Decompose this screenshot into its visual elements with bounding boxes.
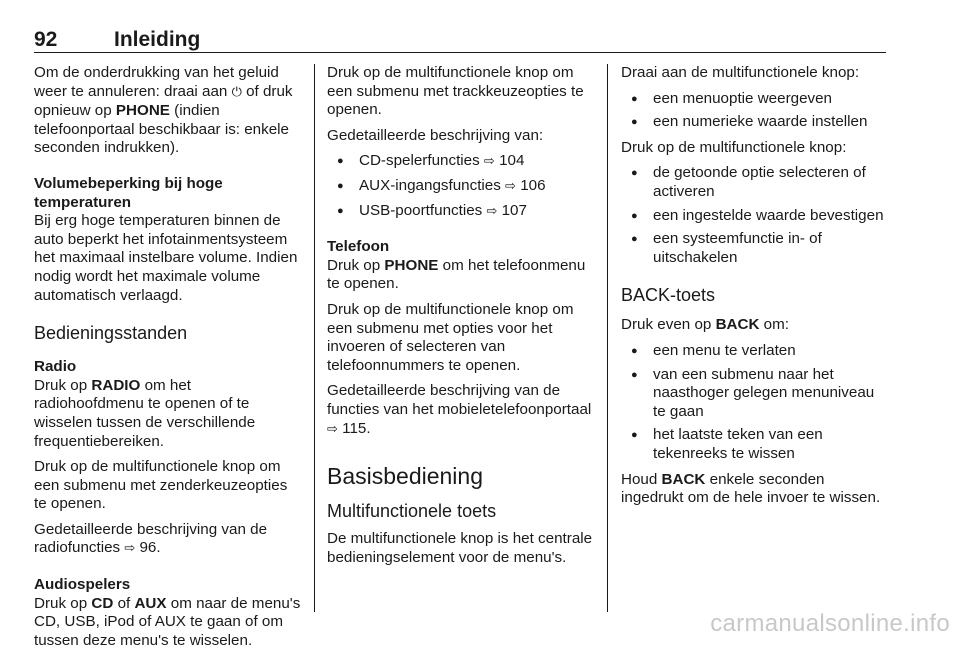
paragraph-mute-cancel: Om de onderdrukking van het geluid weer te annuleren: draai aan ⏻ of druk opnieuw op PHONE (indien telefoonportaal beschikbaar is: enkele seconden indrukken).: [34, 64, 293, 157]
column-divider-1: [314, 64, 315, 612]
list-item: ● een menu te verlaten: [621, 342, 889, 361]
press-list: [621, 164, 889, 267]
page-ref-link[interactable]: 106: [520, 176, 546, 194]
page-ref-arrow-icon: ⇨: [483, 154, 495, 170]
cd-key: CD: [91, 594, 114, 612]
heading-basic-operation: Basisbediening: [327, 463, 484, 490]
chapter-title: Inleiding: [114, 28, 201, 51]
page-ref-arrow-icon: ⇨: [486, 203, 498, 219]
list-item: ● een systeemfunctie in- of uitschakelen: [621, 230, 889, 267]
list-item: ● USB-poortfuncties ⇨ 107: [327, 202, 595, 222]
paragraph-turn-knob: Draai aan de multifunctionele knop:: [621, 64, 860, 81]
list-item: ● een numerieke waarde instellen: [621, 113, 889, 132]
list-item: ● een ingestelde waarde bevestigen: [621, 207, 889, 226]
paragraph-back-short: Druk even op BACK om:: [621, 316, 789, 334]
paragraph-detail-intro: Gedetailleerde beschrijving van:: [327, 126, 544, 144]
list-item: ● van een submenu naar het naasthoger gelegen menuniveau te gaan: [621, 366, 889, 422]
list-item: ● het laatste teken van een tekenreeks te wissen: [621, 426, 889, 463]
list-item: ● AUX-ingangsfuncties ⇨ 106: [327, 177, 595, 197]
paragraph-volume-limit: Bij erg hoge temperaturen binnen de auto beperkt het infotainmentsysteem het maximaal instelbare volume. Indien nodig wordt het maximale volume automatisch verlaagd.: [34, 212, 298, 304]
paragraph-phone-3: Gedetailleerde beschrijving van de functies van het mobieletelefoonportaal ⇨ 115.: [327, 382, 592, 437]
back-key: BACK: [661, 470, 706, 488]
heading-radio: Radio: [34, 358, 77, 376]
heading-volume-limit: Volumebeperking bij hoge temperaturen: [34, 174, 223, 211]
list-item: ● CD-spelerfuncties ⇨ 104: [327, 152, 595, 172]
paragraph-radio-2: Druk op de multifunctionele knop om een submenu met zenderkeuzeopties te openen.: [34, 458, 288, 513]
column-divider-2: [607, 64, 608, 612]
page-ref-link[interactable]: 96.: [139, 539, 161, 557]
phone-key: PHONE: [384, 256, 439, 274]
back-key: BACK: [715, 316, 760, 334]
paragraph-press-knob: Druk op de multifunctionele knop:: [621, 138, 847, 156]
page-ref-link[interactable]: 104: [499, 152, 525, 170]
page-ref-arrow-icon: ⇨: [505, 178, 516, 194]
paragraph-phone-1: Druk op PHONE om het telefoonmenu te openen.: [327, 256, 586, 293]
page-ref-link[interactable]: 107: [501, 201, 527, 219]
page-ref-arrow-icon: ⇨: [124, 541, 136, 557]
paragraph-radio-3: Gedetailleerde beschrijving van de radiofuncties ⇨ 96.: [34, 520, 268, 557]
heading-phone: Telefoon: [327, 238, 390, 256]
paragraph-audio: Druk op CD of AUX om naar de menu's CD, USB, iPod of AUX te gaan of om tussen deze menu's te wisselen.: [34, 594, 301, 649]
paragraph-back-long: Houd BACK enkele seconden ingedrukt om de hele invoer te wissen.: [621, 470, 881, 507]
list-item: ● de getoonde optie selecteren of activeren: [621, 164, 889, 201]
paragraph-track-select: Druk op de multifunctionele knop om een submenu met trackkeuzeopties te openen.: [327, 64, 584, 119]
column-1: [34, 64, 302, 657]
column-3: [621, 64, 889, 515]
paragraph-multifunction: De multifunctionele knop is het centrale bedieningselement voor de menu's.: [327, 530, 593, 566]
function-list: [327, 152, 595, 221]
page-ref-link[interactable]: 115.: [342, 419, 371, 437]
power-knob-icon: ⏻: [231, 84, 242, 100]
paragraph-radio-1: Druk op RADIO om het radiohoofdmenu te openen of te wisselen tussen de verschillende frequentiebereiken.: [34, 376, 256, 450]
paragraph-phone-2: Druk op de multifunctionele knop om een submenu met opties voor het invoeren of selecteren van telefoonnummers te openen.: [327, 300, 574, 374]
page-ref-arrow-icon: ⇨: [327, 421, 338, 437]
page-number: 92: [34, 28, 58, 51]
back-list: [621, 342, 889, 464]
heading-multifunction-knob: Multifunctionele toets: [327, 501, 497, 522]
turn-list: [621, 90, 889, 132]
column-2: [327, 64, 595, 574]
heading-back-key: BACK-toets: [621, 285, 716, 306]
heading-audio-players: Audiospelers: [34, 576, 131, 594]
aux-key: AUX: [134, 594, 167, 612]
watermark: carmanualsonline.info: [710, 610, 950, 637]
heading-operating-modes: Bedieningsstanden: [34, 323, 188, 344]
radio-key: RADIO: [91, 376, 141, 394]
page-header: [34, 28, 886, 53]
phone-key: PHONE: [115, 102, 170, 120]
list-item: ● een menuoptie weergeven: [621, 90, 889, 109]
